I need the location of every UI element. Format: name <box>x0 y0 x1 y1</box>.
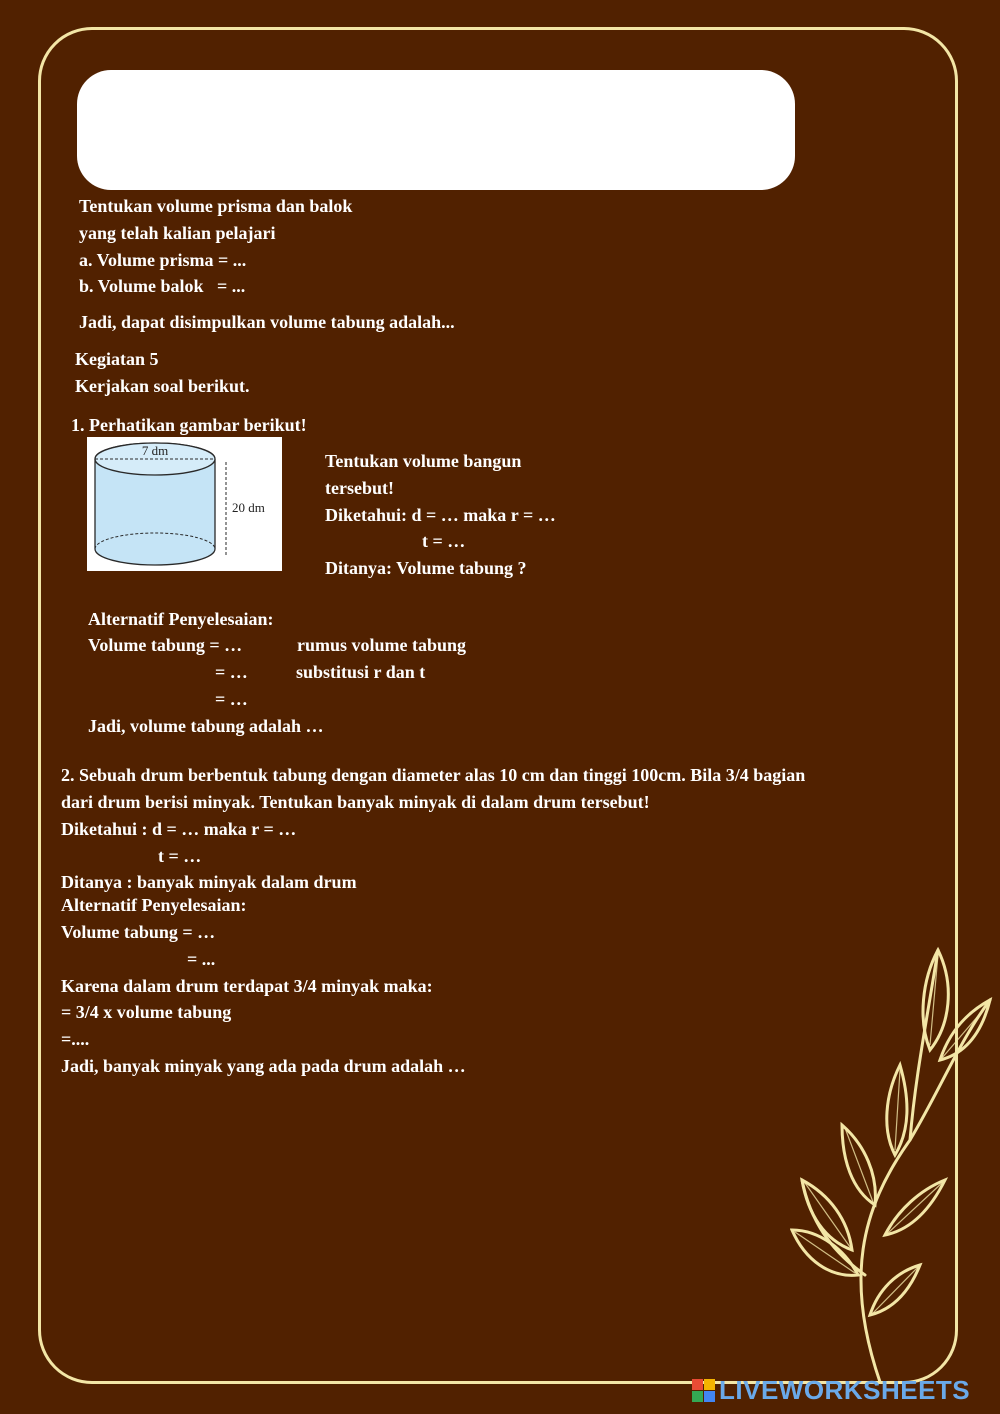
q2-question-line-1: 2. Sebuah drum berbentuk tabung dengan diameter alas 10 cm dan tinggi 100cm. Bila 3/4 bagian <box>61 765 806 785</box>
q1-task-line-1: Tentukan volume bangun <box>325 451 522 471</box>
q1-step-2-note: substitusi r dan t <box>296 662 426 682</box>
q1-known-line-1: Diketahui: d = … maka r = … <box>325 505 556 525</box>
cylinder-drawing <box>87 437 282 571</box>
intro-conclusion: Jadi, dapat disimpulkan volume tabung adalah... <box>79 312 455 332</box>
q2-step-2: = ... <box>187 949 216 969</box>
q2-because: Karena dalam drum terdapat 3/4 minyak maka: <box>61 976 433 996</box>
intro-line-1: Tentukan volume prisma dan balok <box>79 196 353 216</box>
q2-known-line-1: Diketahui : d = … maka r = … <box>61 819 297 839</box>
q2-calc: = 3/4 x volume tabung <box>61 1002 232 1022</box>
q1-solution-title: Alternatif Penyelesaian: <box>88 609 274 629</box>
q2-step-1: Volume tabung = … <box>61 922 216 942</box>
leaf-branch-decoration <box>790 930 1000 1390</box>
q1-step-3: = … <box>215 689 248 709</box>
logo-text: LIVEWORKSHEETS <box>719 1374 971 1405</box>
q1-step-1-note: rumus volume tabung <box>297 635 467 655</box>
leaf-3 <box>887 1065 907 1155</box>
answer-box[interactable] <box>77 70 795 190</box>
logo-mark-icon <box>692 1379 715 1402</box>
q2-result: =.... <box>61 1029 90 1049</box>
q2-asked: Ditanya : banyak minyak dalam drum <box>61 872 357 892</box>
q1-known-line-2: t = … <box>422 531 466 551</box>
height-label: 20 dm <box>232 500 265 515</box>
intro-volume-balok: b. Volume balok = ... <box>79 276 246 296</box>
activity-instruction: Kerjakan soal berikut. <box>75 376 250 396</box>
diameter-label: 7 dm <box>141 443 169 458</box>
q2-solution-title: Alternatif Penyelesaian: <box>61 895 247 915</box>
cylinder-figure <box>87 437 282 571</box>
q2-question-line-2: dari drum berisi minyak. Tentukan banyak minyak di dalam drum tersebut! <box>61 792 650 812</box>
q1-task-line-2: tersebut! <box>325 478 394 498</box>
q1-conclusion: Jadi, volume tabung adalah … <box>88 716 324 736</box>
q1-step-2: = … <box>215 662 248 682</box>
q2-known-line-2: t = … <box>158 846 202 866</box>
q2-conclusion: Jadi, banyak minyak yang ada pada drum adalah … <box>61 1056 466 1076</box>
q1-heading: 1. Perhatikan gambar berikut! <box>71 415 307 435</box>
leaf-branch-lower <box>802 1180 865 1275</box>
liveworksheets-logo <box>692 1376 970 1404</box>
intro-volume-prisma: a. Volume prisma = ... <box>79 250 247 270</box>
activity-title: Kegiatan 5 <box>75 349 159 369</box>
intro-line-2: yang telah kalian pelajari <box>79 223 276 243</box>
q1-step-1: Volume tabung = … <box>88 635 243 655</box>
q1-asked: Ditanya: Volume tabung ? <box>325 558 527 578</box>
